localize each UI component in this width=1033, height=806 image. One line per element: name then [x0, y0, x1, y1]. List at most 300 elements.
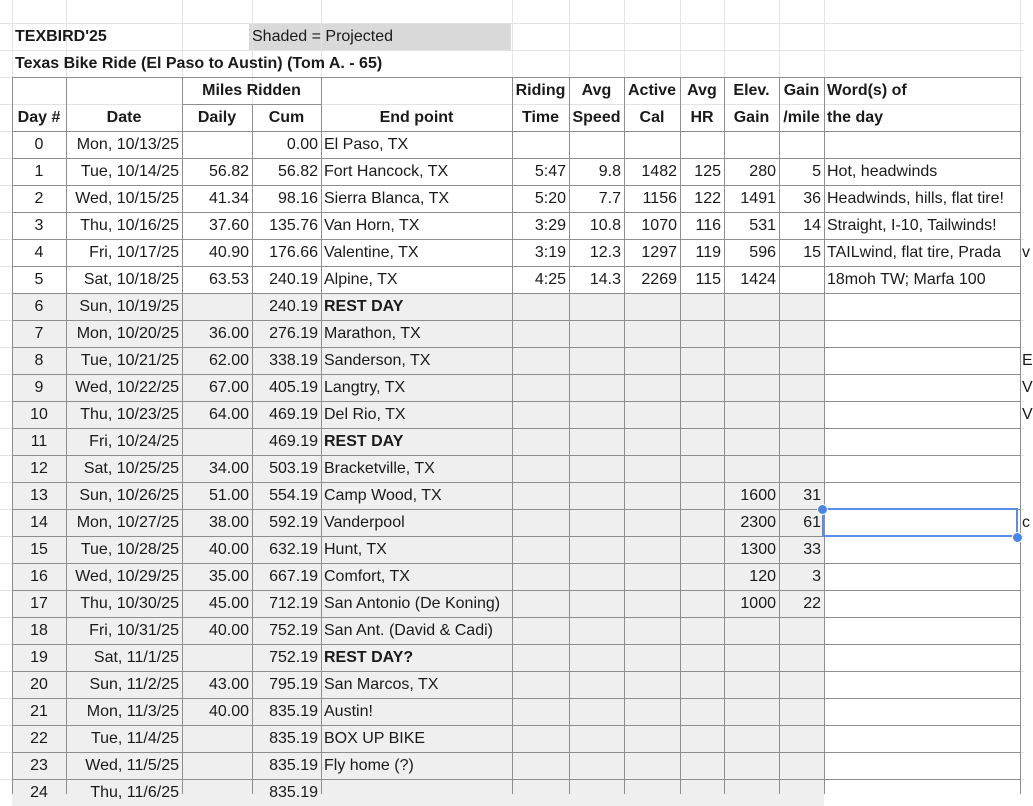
cell-active-cal[interactable]: [624, 509, 680, 536]
cell-gain-per-mile[interactable]: [779, 671, 824, 698]
cell-cum[interactable]: 835.19: [269, 784, 318, 801]
header-daily[interactable]: Daily: [197, 109, 237, 126]
cell-end-point[interactable]: Fly home (?): [324, 757, 414, 774]
cell-date[interactable]: Sun, 10/19/25: [79, 298, 179, 315]
cell-daily[interactable]: 35.00: [208, 568, 249, 585]
cell-cum[interactable]: 98.16: [277, 190, 318, 207]
cell-elev-gain[interactable]: [724, 401, 779, 428]
cell-avg-speed[interactable]: [569, 536, 624, 563]
cell-date[interactable]: Sat, 11/1/25: [93, 649, 179, 666]
cell-riding-time[interactable]: [512, 725, 569, 752]
cell-words-of-day[interactable]: [824, 293, 1020, 320]
cell-riding-time[interactable]: [512, 455, 569, 482]
cell-date[interactable]: Mon, 10/20/25: [76, 325, 179, 342]
cell-riding-time[interactable]: [512, 428, 569, 455]
cell-words-of-day[interactable]: [824, 347, 1020, 374]
cell-avg-hr[interactable]: 125: [694, 163, 721, 180]
cell-active-cal[interactable]: [624, 320, 680, 347]
cell-active-cal[interactable]: 1070: [641, 217, 677, 234]
cell-end-point[interactable]: San Marcos, TX: [324, 676, 439, 693]
cell-active-cal[interactable]: [624, 374, 680, 401]
cell-cum[interactable]: 176.66: [269, 244, 318, 261]
cell-end-point[interactable]: Sanderson, TX: [324, 352, 431, 369]
cell-gain-per-mile[interactable]: [779, 266, 824, 293]
cell-daily[interactable]: 41.34: [208, 190, 249, 207]
cell-gain-per-mile[interactable]: [779, 698, 824, 725]
cell-avg-hr[interactable]: [680, 509, 724, 536]
cell-active-cal[interactable]: [624, 455, 680, 482]
cell-words-of-day[interactable]: [824, 320, 1020, 347]
cell-elev-gain[interactable]: 2300: [740, 514, 776, 531]
cell-avg-hr[interactable]: [680, 320, 724, 347]
cell-avg-hr[interactable]: 116: [695, 217, 721, 234]
cell-cum[interactable]: 712.19: [269, 595, 318, 612]
cell-end-point[interactable]: REST DAY: [324, 433, 404, 450]
cell-gain-per-mile[interactable]: [779, 401, 824, 428]
header-active-cal[interactable]: Cal: [639, 109, 665, 126]
header-riding-time[interactable]: Time: [521, 109, 560, 126]
cell-riding-time[interactable]: [512, 347, 569, 374]
cell-cum[interactable]: 240.19: [269, 271, 318, 288]
cell-daily[interactable]: [182, 752, 252, 779]
cell-gain-per-mile[interactable]: [779, 374, 824, 401]
cell-day[interactable]: 9: [34, 379, 44, 396]
cell-daily[interactable]: 40.00: [208, 541, 249, 558]
cell-end-point[interactable]: BOX UP BIKE: [324, 730, 426, 747]
cell-avg-speed[interactable]: [569, 617, 624, 644]
cell-cum[interactable]: 338.19: [269, 352, 318, 369]
cell-daily[interactable]: 51.00: [208, 487, 249, 504]
cell-active-cal[interactable]: 1482: [641, 163, 677, 180]
cell-words-of-day[interactable]: [824, 644, 1020, 671]
cell-elev-gain[interactable]: 1000: [740, 595, 776, 612]
cell-words-of-day[interactable]: [824, 455, 1020, 482]
cell-avg-hr[interactable]: [680, 536, 724, 563]
cell-words-of-day[interactable]: [824, 131, 1020, 158]
cell-end-point[interactable]: Van Horn, TX: [324, 217, 420, 234]
cell-riding-time[interactable]: 4:25: [534, 271, 566, 288]
cell-elev-gain[interactable]: 1491: [740, 190, 776, 207]
cell-cum[interactable]: 592.19: [269, 514, 318, 531]
cell-day[interactable]: 10: [30, 406, 48, 423]
cell-end-point[interactable]: Sierra Blanca, TX: [324, 190, 450, 207]
cell-words-of-day[interactable]: [824, 563, 1020, 590]
cell-avg-hr[interactable]: [680, 671, 724, 698]
cell-gain-per-mile[interactable]: [779, 347, 824, 374]
cell-day[interactable]: 17: [30, 595, 48, 612]
cell-daily[interactable]: 34.00: [208, 460, 249, 477]
cell-daily[interactable]: [182, 293, 252, 320]
cell-daily[interactable]: 38.00: [208, 514, 249, 531]
cell-day[interactable]: 22: [30, 730, 48, 747]
cell-gain-per-mile[interactable]: 31: [803, 487, 821, 504]
cell-avg-speed[interactable]: 12.3: [589, 244, 621, 261]
header-avg-hr[interactable]: HR: [690, 109, 714, 126]
cell-daily[interactable]: 40.00: [208, 622, 249, 639]
cell-riding-time[interactable]: 5:20: [534, 190, 566, 207]
cell-words-of-day[interactable]: [824, 374, 1020, 401]
cell-day[interactable]: 8: [34, 352, 44, 369]
cell-date[interactable]: Thu, 11/6/25: [90, 784, 179, 801]
cell-gain-per-mile[interactable]: [779, 131, 824, 158]
cell-elev-gain[interactable]: 531: [749, 217, 776, 234]
cell-daily[interactable]: 62.00: [208, 352, 249, 369]
header-words-of-day-top[interactable]: Word(s) of: [827, 82, 907, 99]
cell-day[interactable]: 6: [34, 298, 44, 315]
sheet-title[interactable]: TEXBIRD'25: [15, 28, 107, 45]
cell-avg-speed[interactable]: [569, 428, 624, 455]
cell-riding-time[interactable]: 3:29: [534, 217, 566, 234]
cell-riding-time[interactable]: [512, 509, 569, 536]
cell-cum[interactable]: 0.00: [286, 136, 318, 153]
cell-day[interactable]: 0: [34, 136, 44, 153]
cell-active-cal[interactable]: [624, 293, 680, 320]
header-active-cal-top[interactable]: Active: [627, 82, 677, 99]
cell-elev-gain[interactable]: [724, 347, 779, 374]
cell-words-of-day[interactable]: [824, 536, 1020, 563]
cell-date[interactable]: Fri, 10/31/25: [89, 622, 179, 639]
cell-date[interactable]: Tue, 10/21/25: [80, 352, 179, 369]
cell-date[interactable]: Tue, 11/4/25: [90, 730, 179, 747]
cell-cum[interactable]: 554.19: [269, 487, 318, 504]
cell-cum[interactable]: 135.76: [269, 217, 318, 234]
cell-elev-gain[interactable]: 280: [749, 163, 776, 180]
cell-date[interactable]: Mon, 11/3/25: [86, 703, 179, 720]
cell-riding-time[interactable]: [512, 374, 569, 401]
cell-active-cal[interactable]: [624, 752, 680, 779]
cell-day[interactable]: 23: [30, 757, 48, 774]
cell-gain-per-mile[interactable]: [779, 320, 824, 347]
header-gain-per-mile[interactable]: /mile: [783, 109, 820, 126]
cell-riding-time[interactable]: [512, 482, 569, 509]
cell-words-of-day[interactable]: [824, 725, 1020, 752]
cell-avg-hr[interactable]: [680, 347, 724, 374]
cell-day[interactable]: 5: [34, 271, 44, 288]
cell-end-point[interactable]: El Paso, TX: [324, 136, 409, 153]
cell-avg-speed[interactable]: [569, 590, 624, 617]
cell-words-of-day[interactable]: [824, 671, 1020, 698]
cell-date[interactable]: Sat, 10/18/25: [83, 271, 179, 288]
cell-day[interactable]: 3: [34, 217, 44, 234]
cell-avg-speed[interactable]: [569, 698, 624, 725]
cell-cum[interactable]: 469.19: [269, 433, 318, 450]
cell-end-point[interactable]: Bracketville, TX: [324, 460, 435, 477]
header-gain-per-mile-top[interactable]: Gain: [783, 82, 820, 99]
cell-avg-hr[interactable]: [680, 752, 724, 779]
cell-gain-per-mile[interactable]: 22: [803, 595, 821, 612]
cell-elev-gain[interactable]: [724, 320, 779, 347]
cell-day[interactable]: 18: [30, 622, 48, 639]
cell-cum[interactable]: 835.19: [269, 703, 318, 720]
header-cum[interactable]: Cum: [268, 109, 305, 126]
cell-daily[interactable]: 43.00: [208, 676, 249, 693]
header-avg-speed[interactable]: Speed: [572, 109, 621, 126]
sheet-subtitle[interactable]: Texas Bike Ride (El Paso to Austin) (Tom A. - 65): [15, 55, 383, 72]
cell-avg-speed[interactable]: 10.8: [589, 217, 621, 234]
cell-avg-speed[interactable]: [569, 671, 624, 698]
cell-avg-speed[interactable]: [569, 401, 624, 428]
cell-elev-gain[interactable]: 120: [749, 568, 776, 585]
header-elev-gain-top[interactable]: Elev.: [733, 82, 770, 99]
cell-words-of-day[interactable]: TAILwind, flat tire, Prada: [827, 244, 1001, 261]
cell-avg-hr[interactable]: 119: [695, 244, 721, 261]
cell-avg-speed[interactable]: [569, 563, 624, 590]
cell-active-cal[interactable]: [624, 401, 680, 428]
cell-daily[interactable]: [182, 428, 252, 455]
cell-gain-per-mile[interactable]: 3: [812, 568, 821, 585]
cell-cum[interactable]: 835.19: [269, 730, 318, 747]
cell-elev-gain[interactable]: [724, 644, 779, 671]
cell-cum[interactable]: 632.19: [269, 541, 318, 558]
cell-avg-hr[interactable]: [680, 779, 724, 806]
cell-active-cal[interactable]: 1156: [642, 190, 677, 207]
cell-end-point[interactable]: Hunt, TX: [324, 541, 387, 558]
cell-words-of-day[interactable]: [824, 428, 1020, 455]
cell-gain-per-mile[interactable]: [779, 455, 824, 482]
cell-date[interactable]: Fri, 10/24/25: [89, 433, 179, 450]
cell-day[interactable]: 19: [30, 649, 48, 666]
cell-elev-gain[interactable]: [724, 725, 779, 752]
cell-day[interactable]: 11: [30, 433, 48, 450]
cell-riding-time[interactable]: [512, 563, 569, 590]
cell-active-cal[interactable]: [624, 428, 680, 455]
cell-cum[interactable]: 667.19: [269, 568, 318, 585]
cell-active-cal[interactable]: [624, 536, 680, 563]
cell-end-point[interactable]: San Ant. (David & Cadi): [324, 622, 493, 639]
cell-elev-gain[interactable]: [724, 374, 779, 401]
cell-end-point[interactable]: [321, 779, 514, 806]
cell-cum[interactable]: 795.19: [269, 676, 318, 693]
cell-daily[interactable]: 40.00: [208, 703, 249, 720]
cell-riding-time[interactable]: [512, 293, 569, 320]
cell-avg-speed[interactable]: 7.7: [598, 190, 621, 207]
cell-riding-time[interactable]: [512, 617, 569, 644]
cell-riding-time[interactable]: 3:19: [534, 244, 566, 261]
cell-words-of-day[interactable]: [824, 779, 1020, 806]
cell-date[interactable]: Thu, 10/16/25: [80, 217, 179, 234]
cell-end-point[interactable]: Alpine, TX: [324, 271, 398, 288]
cell-active-cal[interactable]: [624, 590, 680, 617]
cell-avg-hr[interactable]: [680, 293, 724, 320]
cell-daily[interactable]: 36.00: [208, 325, 249, 342]
cell-end-point[interactable]: Valentine, TX: [324, 244, 419, 261]
cell-avg-hr[interactable]: 122: [694, 190, 721, 207]
cell-avg-speed[interactable]: [569, 293, 624, 320]
cell-date[interactable]: Wed, 10/29/25: [75, 568, 179, 585]
cell-riding-time[interactable]: [512, 590, 569, 617]
cell-active-cal[interactable]: [624, 347, 680, 374]
cell-daily[interactable]: 37.60: [208, 217, 249, 234]
cell-cum[interactable]: 405.19: [269, 379, 318, 396]
cell-end-point[interactable]: Comfort, TX: [324, 568, 410, 585]
cell-active-cal[interactable]: [624, 563, 680, 590]
header-daily-top[interactable]: Miles Ridden: [202, 82, 301, 99]
cell-elev-gain[interactable]: [724, 698, 779, 725]
cell-gain-per-mile[interactable]: 36: [803, 190, 821, 207]
cell-end-point[interactable]: Vanderpool: [324, 514, 405, 531]
cell-elev-gain[interactable]: [724, 779, 779, 806]
cell-gain-per-mile[interactable]: 33: [803, 541, 821, 558]
cell-avg-hr[interactable]: [680, 374, 724, 401]
cell-daily[interactable]: 40.90: [208, 244, 249, 261]
cell-active-cal[interactable]: [624, 617, 680, 644]
cell-avg-speed[interactable]: [569, 320, 624, 347]
cell-avg-hr[interactable]: [680, 455, 724, 482]
cell-date[interactable]: Mon, 10/13/25: [76, 136, 179, 153]
cell-gain-per-mile[interactable]: 15: [803, 244, 821, 261]
cell-end-point[interactable]: REST DAY?: [324, 649, 414, 666]
cell-elev-gain[interactable]: [724, 752, 779, 779]
cell-riding-time[interactable]: [512, 644, 569, 671]
header-end-point[interactable]: End point: [379, 109, 454, 126]
cell-date[interactable]: Tue, 10/14/25: [80, 163, 179, 180]
cell-avg-hr[interactable]: [680, 617, 724, 644]
cell-daily[interactable]: 67.00: [208, 379, 249, 396]
cell-avg-hr[interactable]: [680, 590, 724, 617]
cell-active-cal[interactable]: [624, 482, 680, 509]
cell-date[interactable]: Wed, 10/22/25: [75, 379, 179, 396]
header-riding-time-top[interactable]: Riding: [515, 82, 566, 99]
cell-gain-per-mile[interactable]: 61: [803, 514, 821, 531]
cell-daily[interactable]: 56.82: [208, 163, 249, 180]
header-elev-gain[interactable]: Gain: [733, 109, 770, 126]
cell-elev-gain[interactable]: 1600: [740, 487, 776, 504]
cell-avg-hr[interactable]: [680, 725, 724, 752]
cell-avg-hr[interactable]: [680, 563, 724, 590]
cell-avg-hr[interactable]: [680, 482, 724, 509]
cell-gain-per-mile[interactable]: 14: [803, 217, 821, 234]
cell-avg-hr[interactable]: [680, 644, 724, 671]
cell-avg-speed[interactable]: [569, 509, 624, 536]
cell-riding-time[interactable]: [512, 536, 569, 563]
cell-avg-speed[interactable]: [569, 482, 624, 509]
cell-gain-per-mile[interactable]: [779, 779, 824, 806]
cell-active-cal[interactable]: [624, 644, 680, 671]
cell-end-point[interactable]: Austin!: [324, 703, 373, 720]
cell-gain-per-mile[interactable]: [779, 752, 824, 779]
cell-cum[interactable]: 503.19: [269, 460, 318, 477]
cell-elev-gain[interactable]: 596: [749, 244, 776, 261]
cell-day[interactable]: 4: [34, 244, 44, 261]
cell-active-cal[interactable]: 2269: [641, 271, 677, 288]
cell-elev-gain[interactable]: [724, 455, 779, 482]
cell-end-point[interactable]: San Antonio (De Koning): [324, 595, 501, 612]
cell-avg-speed[interactable]: [569, 752, 624, 779]
cell-end-point[interactable]: Del Rio, TX: [324, 406, 406, 423]
cell-day[interactable]: 20: [30, 676, 48, 693]
cell-words-of-day[interactable]: Hot, headwinds: [827, 163, 938, 180]
cell-cum[interactable]: 835.19: [269, 757, 318, 774]
cell-date[interactable]: Sun, 11/2/25: [89, 676, 179, 693]
cell-avg-speed[interactable]: [569, 455, 624, 482]
cell-date[interactable]: Mon, 10/27/25: [76, 514, 179, 531]
cell-riding-time[interactable]: 5:47: [534, 163, 566, 180]
cell-riding-time[interactable]: [512, 752, 569, 779]
cell-riding-time[interactable]: [512, 401, 569, 428]
cell-active-cal[interactable]: [624, 131, 680, 158]
cell-day[interactable]: 13: [30, 487, 48, 504]
cell-avg-speed[interactable]: [569, 725, 624, 752]
cell-end-point[interactable]: REST DAY: [324, 298, 404, 315]
cell-cum[interactable]: 56.82: [277, 163, 318, 180]
cell-date[interactable]: Thu, 10/30/25: [80, 595, 179, 612]
selection-handle-top-left[interactable]: [817, 504, 828, 515]
cell-words-of-day[interactable]: [824, 752, 1020, 779]
cell-avg-hr[interactable]: [680, 401, 724, 428]
cell-cum[interactable]: 276.19: [269, 325, 318, 342]
cell-elev-gain[interactable]: 1300: [740, 541, 776, 558]
cell-words-of-day[interactable]: [824, 482, 1020, 509]
cell-day[interactable]: 14: [30, 514, 48, 531]
cell-daily[interactable]: [182, 779, 252, 806]
cell-end-point[interactable]: Marathon, TX: [324, 325, 421, 342]
cell-daily[interactable]: 63.53: [208, 271, 249, 288]
header-avg-speed-top[interactable]: Avg: [581, 82, 612, 99]
cell-end-point[interactable]: Fort Hancock, TX: [324, 163, 449, 180]
cell-avg-hr[interactable]: 115: [695, 271, 721, 288]
cell-elev-gain[interactable]: [724, 293, 779, 320]
cell-day[interactable]: 12: [30, 460, 48, 477]
cell-avg-speed[interactable]: 14.3: [589, 271, 621, 288]
cell-avg-speed[interactable]: [569, 347, 624, 374]
cell-riding-time[interactable]: [512, 671, 569, 698]
cell-gain-per-mile[interactable]: 5: [812, 163, 821, 180]
cell-date[interactable]: Wed, 11/5/25: [85, 757, 179, 774]
cell-end-point[interactable]: Camp Wood, TX: [324, 487, 442, 504]
cell-day[interactable]: 2: [34, 190, 44, 207]
cell-words-of-day[interactable]: [824, 401, 1020, 428]
cell-date[interactable]: Wed, 10/15/25: [75, 190, 179, 207]
cell-riding-time[interactable]: [512, 698, 569, 725]
cell-avg-speed[interactable]: [569, 131, 624, 158]
cell-day[interactable]: 16: [30, 568, 48, 585]
cell-daily[interactable]: 45.00: [208, 595, 249, 612]
cell-avg-hr[interactable]: [680, 428, 724, 455]
cell-gain-per-mile[interactable]: [779, 644, 824, 671]
cell-date[interactable]: Fri, 10/17/25: [89, 244, 179, 261]
cell-date[interactable]: Sat, 10/25/25: [83, 460, 179, 477]
cell-end-point[interactable]: Langtry, TX: [324, 379, 406, 396]
cell-words-of-day[interactable]: 18moh TW; Marfa 100: [827, 271, 986, 288]
cell-elev-gain[interactable]: [724, 617, 779, 644]
cell-active-cal[interactable]: [624, 698, 680, 725]
cell-words-of-day[interactable]: [824, 590, 1020, 617]
header-words-of-day[interactable]: the day: [827, 109, 884, 126]
cell-cum[interactable]: 240.19: [269, 298, 318, 315]
cell-avg-hr[interactable]: [680, 698, 724, 725]
cell-day[interactable]: 15: [30, 541, 48, 558]
cell-day[interactable]: 24: [30, 784, 48, 801]
cell-cum[interactable]: 469.19: [269, 406, 318, 423]
cell-date[interactable]: Tue, 10/28/25: [80, 541, 179, 558]
cell-daily[interactable]: [182, 725, 252, 752]
cell-elev-gain[interactable]: [724, 671, 779, 698]
cell-daily[interactable]: [182, 131, 252, 158]
cell-words-of-day[interactable]: Straight, I-10, Tailwinds!: [827, 217, 997, 234]
cell-elev-gain[interactable]: 1424: [740, 271, 776, 288]
header-day[interactable]: Day #: [17, 109, 61, 126]
cell-elev-gain[interactable]: [724, 428, 779, 455]
cell-active-cal[interactable]: 1297: [641, 244, 677, 261]
cell-gain-per-mile[interactable]: [779, 293, 824, 320]
cell-avg-speed[interactable]: [569, 644, 624, 671]
cell-cum[interactable]: 752.19: [269, 622, 318, 639]
cell-date[interactable]: Thu, 10/23/25: [80, 406, 179, 423]
cell-day[interactable]: 1: [34, 163, 44, 180]
cell-gain-per-mile[interactable]: [779, 428, 824, 455]
cell-avg-hr[interactable]: [680, 131, 724, 158]
cell-riding-time[interactable]: [512, 131, 569, 158]
